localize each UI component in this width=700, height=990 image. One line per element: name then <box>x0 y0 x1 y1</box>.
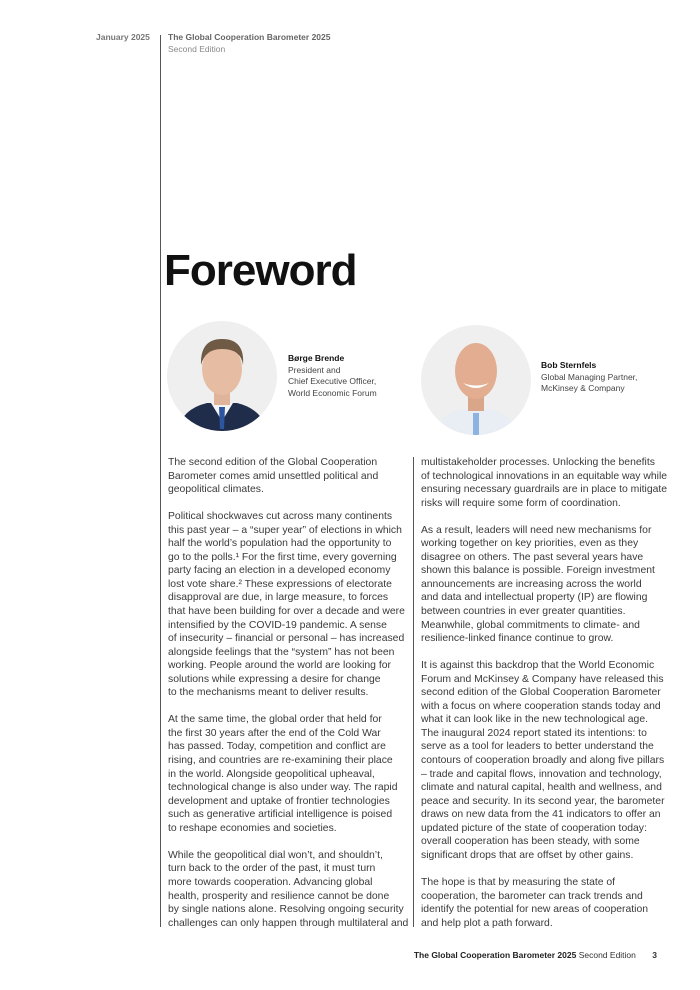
text-line: identify the potential for new areas of cooperation <box>421 904 649 916</box>
text-line: alongside feelings that the “system” has not been <box>168 646 395 658</box>
text-line: second edition of the Global Cooperation Barometer <box>421 687 661 699</box>
header-date: January 2025 <box>96 32 150 42</box>
author-name: Børge Brende <box>288 353 345 363</box>
text-line: rising, and countries are re-examining their place <box>168 755 393 767</box>
text-line: this past year – a “super year” of elections in which <box>168 524 402 536</box>
paragraph <box>421 456 671 510</box>
text-line: peace and security. In its second year, the barometer <box>421 795 665 807</box>
text-line: geopolitical climates. <box>168 484 264 496</box>
portrait-icon <box>421 325 531 435</box>
text-line: At the same time, the global order that held for <box>168 714 382 726</box>
text-line: party facing an election in a developed economy <box>168 565 391 577</box>
text-line: The second edition of the Global Cooperation <box>168 457 378 468</box>
text-line: to the mechanisms meant to deliver results. <box>168 687 369 699</box>
margin-rule <box>160 35 161 927</box>
text-line: The hope is that by measuring the state of <box>421 876 616 888</box>
body-column-right <box>421 456 671 944</box>
text-line: lost vote share.² These expressions of electorate <box>168 578 392 590</box>
text-line: in the world. Alongside geopolitical upheaval, <box>168 768 375 780</box>
text-line: The inaugural 2024 report stated its intentions: to <box>421 727 647 739</box>
text-line: As a result, leaders will need new mechanisms for <box>421 524 652 536</box>
text-line: contours of cooperation broadly and along five pillars <box>421 755 665 767</box>
text-line: has passed. Today, competition and conflict are <box>168 741 386 753</box>
text-line: Forum and McKinsey & Company have released this <box>421 673 664 685</box>
text-line: more towards cooperation. Advancing global <box>168 876 373 888</box>
text-line: challenges can only happen through multilateral and <box>168 917 409 929</box>
text-line: shown this balance is possible. Foreign investment <box>421 565 655 577</box>
text-line: turn back to the order of the past, it must turn <box>168 863 376 875</box>
text-line: health, prosperity and resilience cannot be done <box>168 890 390 902</box>
page-title: Foreword <box>164 246 357 295</box>
text-line: such as generative artificial intelligence is poised <box>168 809 393 821</box>
text-line: of insecurity – financial or personal – has increased <box>168 633 405 645</box>
footer-title: The Global Cooperation Barometer 2025 <box>413 950 577 960</box>
paragraph <box>168 456 418 497</box>
text-line: to reshape economies and societies. <box>168 822 337 834</box>
author-photo-brende <box>167 321 277 431</box>
text-line: resilience-linked finance continue to grow. <box>421 633 614 645</box>
text-line: and data and intellectual property (IP) are flowing <box>421 592 648 604</box>
text-line: Political shockwaves cut across many continents <box>168 511 393 523</box>
text-line: what it can look like in the new technological age. <box>421 714 649 726</box>
text-line: multistakeholder processes. Unlocking the benefits <box>421 457 655 468</box>
text-line: disagree on others. The past several years have <box>421 551 644 563</box>
text-line: of technological innovations in an equitable way while <box>421 470 668 482</box>
text-line: solutions while expressing a desire for change <box>168 673 381 685</box>
text-line: development and uptake of frontier technologies <box>168 795 390 807</box>
author-brende <box>288 353 377 399</box>
body-column-left <box>168 456 418 944</box>
text-line: climate and natural capital, health and wellness, and <box>421 782 662 794</box>
author-role-line: President and <box>288 364 341 375</box>
paragraph <box>421 876 671 930</box>
author-role-line: World Economic Forum <box>288 387 377 398</box>
paragraph <box>168 849 418 930</box>
text-line: significant drops that are offset by other gains. <box>421 849 634 861</box>
text-line: ensuring necessary guardrails are in place to mitigate <box>421 484 668 496</box>
author-sternfels <box>541 360 637 395</box>
header-subtitle: Second Edition <box>168 44 226 54</box>
text-line: disapproval are due, in large measure, to forces <box>168 592 389 604</box>
text-line: overall cooperation has been steady, with some <box>421 836 640 848</box>
portrait-icon <box>167 321 277 431</box>
text-line: It is against this backdrop that the World Economic <box>421 660 655 672</box>
text-line: the first 30 years after the end of the Cold War <box>168 727 381 739</box>
text-line: between countries in ever greater quantities. <box>421 606 626 618</box>
author-photo-sternfels <box>421 325 531 435</box>
paragraph <box>421 524 671 646</box>
author-name: Bob Sternfels <box>541 360 597 370</box>
text-line: by single nations alone. Resolving ongoing security <box>168 904 404 916</box>
text-line: intensified by the COVID-19 pandemic. A sense <box>168 619 387 631</box>
page-number: 3 <box>652 950 657 960</box>
text-line: cooperation, the barometer can track trends and <box>421 890 643 902</box>
text-line: risks will require some form of coordination. <box>421 497 621 509</box>
paragraph <box>168 713 418 835</box>
text-line: – trade and capital flows, innovation and technology, <box>421 768 662 780</box>
text-line: half the world’s population had the opportunity to <box>168 538 392 550</box>
paragraph <box>421 659 671 862</box>
text-line: and help plot a path forward. <box>421 917 553 929</box>
author-role-line: Global Managing Partner, <box>541 371 638 382</box>
text-line: draws on new data from the 41 indicators to offer an <box>421 809 661 821</box>
footer-subtitle: Second Edition <box>578 950 636 960</box>
text-line: go to the polls.¹ For the first time, every governing <box>168 551 397 563</box>
text-line: that have been building for over a decade and were <box>168 606 405 618</box>
page-footer <box>414 950 657 960</box>
text-line: Meanwhile, global commitments to climate- and <box>421 619 640 631</box>
paragraph <box>168 510 418 700</box>
text-line: Barometer comes amid unsettled political and <box>168 470 379 482</box>
text-line: serve as a tool for leaders to better understand the <box>421 741 654 753</box>
author-role-line: McKinsey & Company <box>541 383 625 393</box>
text-line: While the geopolitical dial won’t, and shouldn’t, <box>168 849 383 861</box>
text-line: working. People around the world are looking for <box>168 660 391 672</box>
text-line: updated picture of the state of cooperation today: <box>421 822 647 834</box>
text-line: technological change is also under way. The rapid <box>168 782 398 794</box>
text-line: announcements are increasing across the world <box>421 578 642 590</box>
text-line: with a focus on where cooperation stands today and <box>421 700 661 712</box>
text-line: working together on key priorities, even as they <box>421 538 639 550</box>
header-title: The Global Cooperation Barometer 2025 <box>168 32 331 42</box>
author-role-line: Chief Executive Officer, <box>288 376 377 386</box>
